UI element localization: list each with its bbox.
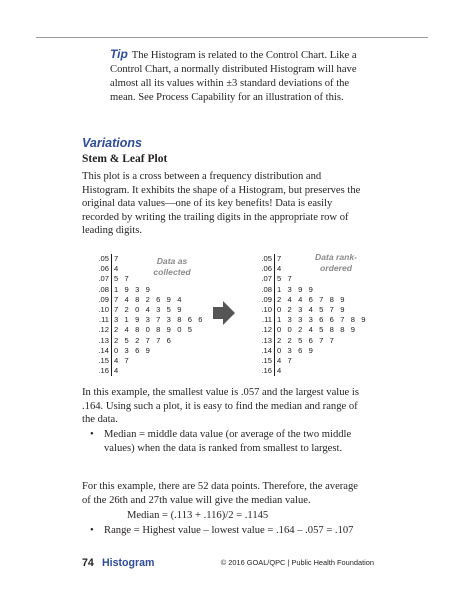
leaf-values: 2 4 4 6 7 8 9	[277, 294, 347, 304]
tip-text: The Histogram is related to the Control Chart. Like a Control Chart, a normally distributed Histogram will have almost all its values within ±3 standard deviations of the mean. See Process Capability for an illustration of this.	[110, 50, 357, 103]
stem-value: .11	[253, 315, 275, 325]
leaf-values: 1 3 9 9	[277, 284, 315, 294]
stem-leaf-row	[90, 325, 205, 335]
stem-leaf-row	[253, 305, 368, 315]
stem-leaf-row	[253, 295, 368, 305]
median-formula: Median = (.113 + .116)/2 = .1145	[127, 510, 269, 521]
leaf-values: 0 3 6 9	[277, 345, 315, 355]
stem-value: .13	[90, 336, 112, 346]
stem-value: .12	[253, 325, 275, 335]
count-paragraph: For this example, there are 52 data points. Therefore, the average of the 26th and 27th value will give the median value.	[82, 481, 359, 506]
stem-leaf-row	[253, 285, 368, 295]
leaf-values: 4	[114, 366, 121, 376]
leaf-values: 4	[277, 366, 284, 376]
tip-label: Tip	[110, 47, 128, 61]
bullet-icon: •	[90, 525, 94, 536]
stem-value: .07	[90, 274, 112, 284]
leaf-values: 0 0 2 4 5 8 8 9	[277, 325, 358, 335]
leaf-values: 4 7	[114, 355, 131, 365]
stem-value: .14	[90, 346, 112, 356]
leaf-values: 2 2 5 6 7 7	[277, 335, 336, 345]
leaf-values: 4	[114, 264, 121, 274]
range-bullet	[90, 524, 368, 538]
leaf-values: 4 7	[277, 355, 294, 365]
stem-leaf-row	[253, 346, 368, 356]
page-number: 74	[82, 557, 94, 569]
footer-copyright: © 2016 GOAL/QPC | Public Health Foundation	[220, 558, 374, 567]
stem-value: .05	[253, 254, 275, 264]
stem-value: .08	[253, 285, 275, 295]
stem-value: .06	[90, 264, 112, 274]
stem-value: .15	[253, 356, 275, 366]
leaf-values: 5 7	[114, 274, 131, 284]
ordered-plot-label: Data rank-ordered	[314, 252, 358, 273]
tip-box	[110, 47, 368, 105]
stem-value: .07	[253, 274, 275, 284]
stem-value: .09	[90, 295, 112, 305]
leaf-values: 7 4 8 2 6 9 4	[114, 294, 184, 304]
stem-value: .16	[253, 366, 275, 376]
stem-value: .14	[253, 346, 275, 356]
collected-plot-label: Data as collected	[153, 256, 191, 277]
stem-value: .10	[90, 305, 112, 315]
section-title: Variations	[82, 136, 142, 150]
leaf-values: 5 7	[277, 274, 294, 284]
stem-value: .13	[253, 336, 275, 346]
stem-leaf-row	[253, 366, 368, 376]
leaf-values: 2 5 2 7 7 6	[114, 335, 173, 345]
leaf-values: 7 2 0 4 3 5 9	[114, 304, 184, 314]
leaf-values: 3 1 9 3 7 3 8 6 6	[114, 315, 205, 325]
stem-value: .06	[253, 264, 275, 274]
stem-leaf-row	[253, 336, 368, 346]
leaf-values: 0 2 3 4 5 7 9	[277, 304, 347, 314]
stem-value: .15	[90, 356, 112, 366]
stem-value: .05	[90, 254, 112, 264]
page-footer	[82, 557, 374, 571]
stem-leaf-row	[253, 315, 368, 325]
range-bullet-text: Range = Highest value – lowest value = .164 – .057 = .107	[104, 525, 354, 536]
intro-paragraph: This plot is a cross between a frequency distribution and Histogram. It exhibits the shape of a Histogram, but preserves the original data values—one of its key benefits! Data is easily recorded by writing the trailing digits in the appropriate row of leading digits.	[82, 171, 361, 237]
top-rule	[36, 37, 428, 38]
stem-leaf-row	[253, 274, 368, 284]
stem-leaf-row	[90, 366, 205, 376]
stem-value: .09	[253, 295, 275, 305]
subsection-title: Stem & Leaf Plot	[82, 153, 168, 165]
median-bullet	[90, 428, 368, 455]
stem-value: .08	[90, 285, 112, 295]
stem-leaf-row	[90, 305, 205, 315]
example-paragraph: In this example, the smallest value is .057 and the largest value is .164. Using such a plot, it is easy to find the median and range of the data.	[82, 387, 359, 426]
leaf-values: 1 9 3 9	[114, 284, 152, 294]
leaf-values: 0 3 6 9	[114, 345, 152, 355]
leaf-values: 4	[277, 264, 284, 274]
stem-value: .16	[90, 366, 112, 376]
bullet-icon: •	[90, 429, 94, 440]
stem-value: .12	[90, 325, 112, 335]
stem-leaf-row	[253, 325, 368, 335]
leaf-values: 7	[277, 254, 284, 263]
footer-section-name: Histogram	[102, 557, 155, 569]
stem-leaf-row	[90, 315, 205, 325]
stem-leaf-row	[253, 356, 368, 366]
stem-leaf-row	[90, 356, 205, 366]
median-bullet-text: Median = middle data value (or average of the two middle values) when the data is ranked from smallest to largest.	[104, 429, 352, 454]
leaf-values: 1 3 3 3 6 6 7 8 9	[277, 315, 368, 325]
leaf-values: 7	[114, 254, 121, 263]
stem-value: .10	[253, 305, 275, 315]
stem-leaf-row	[90, 336, 205, 346]
stem-leaf-row	[90, 295, 205, 305]
stem-leaf-row	[90, 346, 205, 356]
leaf-values: 2 4 8 0 8 9 0 5	[114, 325, 195, 335]
arrow-right-icon	[213, 301, 235, 325]
stem-leaf-row	[90, 285, 205, 295]
stem-value: .11	[90, 315, 112, 325]
